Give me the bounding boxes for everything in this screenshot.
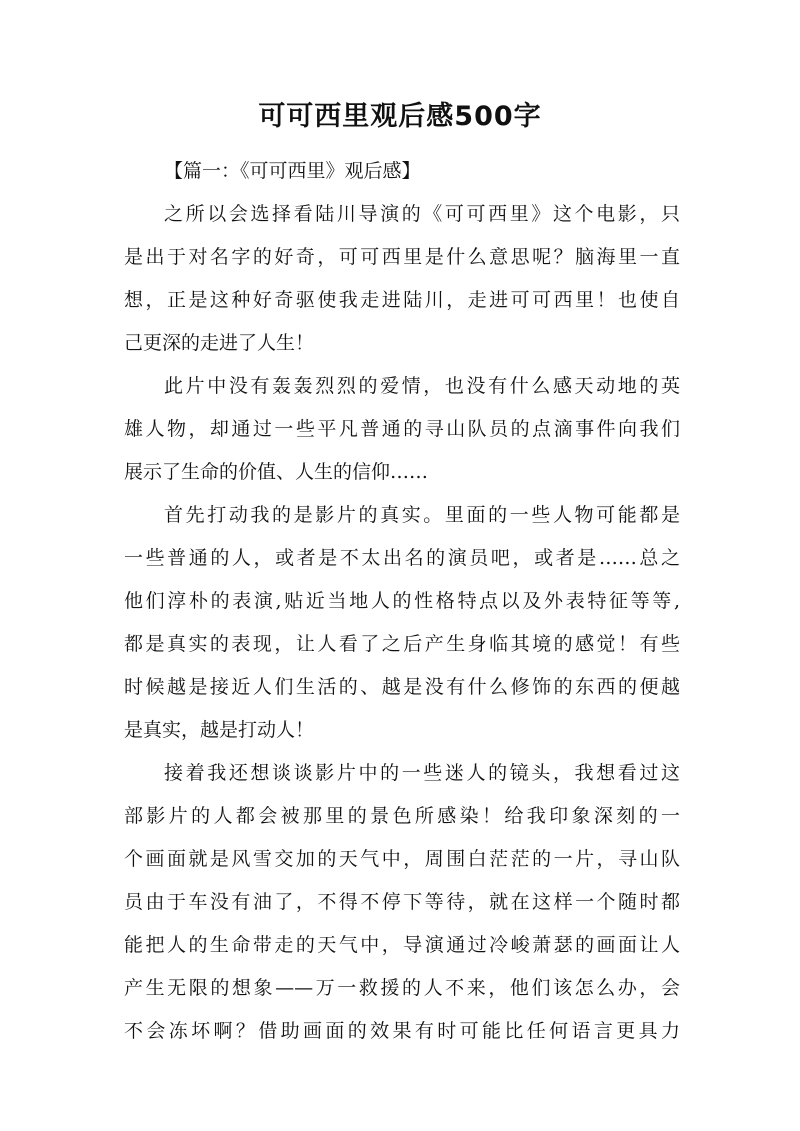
paragraph-line: 之所以会选择看陆川导演的《可可西里》这个电影，只: [164, 203, 680, 225]
paragraph-line: 个画面就是风雪交加的天气中，周围白茫茫的一片，寻山队: [124, 848, 680, 870]
paragraph-line: 此片中没有轰轰烈烈的爱情，也没有什么感天动地的英: [164, 375, 680, 397]
paragraph-line: 首先打动我的是影片的真实。里面的一些人物可能都是: [164, 504, 680, 526]
paragraph-line: 接着我还想谈谈影片中的一些迷人的镜头，我想看过这: [164, 762, 680, 784]
paragraph-line: 想，正是这种好奇驱使我走进陆川，走进可可西里！也使自: [124, 289, 680, 311]
paragraph-line: 展示了生命的价值、人生的信仰……: [124, 461, 429, 483]
section-heading: 【篇一：《可可西里》观后感】: [164, 160, 421, 182]
paragraph-line: 是出于对名字的好奇，可可西里是什么意思呢？脑海里一直: [124, 246, 680, 268]
paragraph-4: [124, 752, 680, 1053]
paragraph-line: 能把人的生命带走的天气中，导演通过冷峻萧瑟的画面让人: [124, 934, 680, 956]
document-body: [124, 150, 680, 1053]
paragraph-line: 己更深的走进了人生！: [124, 332, 315, 354]
paragraph-2: [124, 365, 680, 494]
paragraph-3: [124, 494, 680, 752]
paragraph-line: 他们淳朴的表演,贴近当地人的性格特点以及外表特征等等,: [124, 590, 680, 612]
document-title: 可可西里观后感500字: [258, 101, 542, 132]
paragraph-line: 部影片的人都会被那里的景色所感染！给我印象深刻的一: [124, 805, 680, 827]
paragraph-line: 一些普通的人，或者是不太出名的演员吧，或者是……总之: [124, 547, 680, 569]
paragraph-1: [124, 193, 680, 365]
paragraph-line: 雄人物，却通过一些平凡普通的寻山队员的点滴事件向我们: [124, 418, 680, 440]
paragraph-line: 都是真实的表现，让人看了之后产生身临其境的感觉！有些: [124, 633, 680, 655]
paragraph-line: 是真实，越是打动人！: [124, 719, 315, 741]
paragraph-line: 时候越是接近人们生活的、越是没有什么修饰的东西的便越: [124, 676, 680, 698]
paragraph-line: 不会冻坏啊？借助画面的效果有时可能比任何语言更具力: [124, 1020, 680, 1042]
paragraph-line: 员由于车没有油了，不得不停下等待，就在这样一个随时都: [124, 891, 680, 913]
paragraph-line: 产生无限的想象——万一救援的人不来，他们该怎么办，会: [124, 977, 680, 999]
